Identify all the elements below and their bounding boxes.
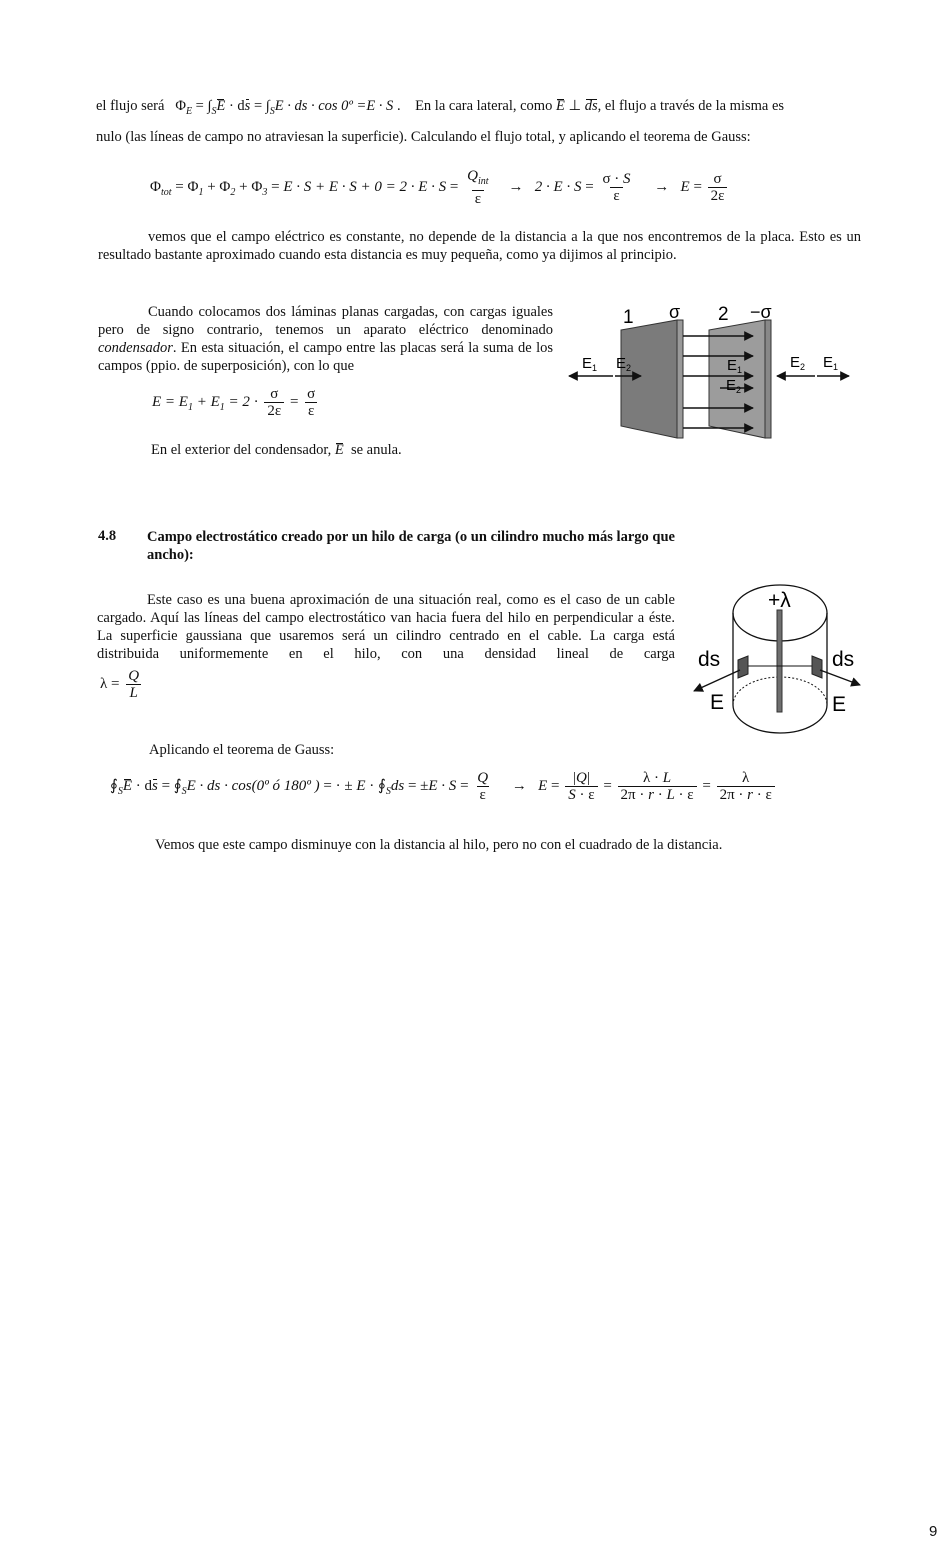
ds-label-left: ds <box>698 648 721 671</box>
plate-2 <box>709 320 765 438</box>
exterior-text-a: En el exterior del condensador, <box>151 442 332 458</box>
capacitor-field-equation: $E = E_1 + E_1 = 2$ · $\frac{\sigma}{2\varepsilon}$ = $\frac{\sigma}{\varepsilon}$ <box>152 386 320 419</box>
flux-intro-text: el flujo será <box>96 98 165 114</box>
label-e1-left: $E_1$ <box>582 355 598 373</box>
perp-text: , el flujo a través de la misma es <box>597 98 785 114</box>
plate-1 <box>621 320 677 438</box>
paragraph-3-text-a: Cuando colocamos dos láminas planas cargadas, con cargas iguales pero de signo contrario, tenemos un aparato eléctrico denominado <box>98 304 553 338</box>
flux-line: el flujo será $\Phi_E = \int_SE$ · ds = $\int_SE$ · ds · cos 0º =E · S . En la cara lateral, como E ⊥ ds, el flujo a través de la misma es <box>96 98 785 117</box>
paragraph-2: vemos que el campo eléctrico es constante, no depende de la distancia a la que nos encontremos de la placa. Esto es un resultado bastante aproximado cuando esta distancia es muy pequeña, como ya dijimos al principio. <box>98 229 861 263</box>
label-plate-1: 1 <box>623 307 634 328</box>
exterior-line: En el exterior del condensador, E se anula. <box>151 442 402 458</box>
capacitor-figure <box>565 300 855 445</box>
section-title: Campo electrostático creado por un hilo de carga (o un cilindro mucho más largo que ancho): <box>147 529 675 563</box>
plus-lambda-label: +λ <box>768 589 791 612</box>
paragraph-5: Aplicando el teorema de Gauss: <box>149 742 335 758</box>
label-e2-right: $E_2$ <box>790 354 806 372</box>
linear-density-equation: λ = $\frac{Q}{L}$ <box>100 668 140 701</box>
page-number: 9 <box>929 1523 938 1540</box>
ds-left <box>738 656 748 678</box>
label-sigma: σ <box>669 302 681 322</box>
charged-wire <box>777 610 782 712</box>
paragraph-4: Este caso es una buena aproximación de una situación real, como es el caso de un cable cargado. Aquí las líneas del campo electrostático van hacia fuera del hilo en perpendicular a éste. La superficie gaussiana que usaremos será un cilindro centrado en el cable. La carga está distribuida uniformemente en el hilo, con una densidad lineal de carga <box>97 592 675 662</box>
e-label-right: E <box>832 693 847 716</box>
paragraph-6: Vemos que este campo disminuye con la distancia al hilo, pero no con el cuadrado de la distancia. <box>155 837 723 853</box>
cylinder-figure <box>688 578 868 738</box>
total-flux-equation: $\Phi_{tot} = \Phi_1 + \Phi_2 + \Phi_3 = E \cdot S + E \cdot S + 0 = 2 \cdot E \cdot S$ = $\frac{Q_{int}}{\varepsilon}$ → 2 · E · S = $\frac{\sigma \cdot S}{\varepsilon}$ → E = $\frac{\sigma}{2\varepsilon}$ <box>150 168 729 207</box>
wire-gauss-equation: $∮_SE$ · ds = $∮_SE$ · ds · cos(0º ó 180º ) = · ± $E \cdot ∮_Sds = \pm E \cdot S$ = $\frac{Q}{\varepsilon}$ → E = $\frac{|Q|}{S \cdot \varepsilon}$ = $\frac{\lambda \cdot L}{2\pi \cdot r \cdot L \cdot \varepsilon}$ = $\frac{\lambda}{2\pi \cdot r \cdot \varepsilon}$ <box>110 770 777 803</box>
ds-label-right: ds <box>832 648 855 671</box>
condensador-term: condensador <box>98 340 173 356</box>
e-label-left: E <box>710 691 725 714</box>
label-e1-mid: $E_1$ <box>727 357 743 375</box>
label-plate-2: 2 <box>718 304 729 325</box>
paragraph-1-line-2: nulo (las líneas de campo no atraviesan la superficie). Calculando el flujo total, y aplicando el teorema de Gauss: <box>96 129 751 145</box>
paragraph-3 <box>98 303 553 375</box>
flux-equation: $\Phi_E = \int_SE$ · ds = $\int_SE$ · ds · cos 0º =E · S . <box>175 98 401 117</box>
lateral-face-text: En la cara lateral, como <box>415 98 553 114</box>
paragraph-3-text-b: . En esta situación, el campo entre las placas será la suma de los campos (ppio. de superposición), con lo que <box>98 340 553 374</box>
label-e1-right: $E_1$ <box>823 354 839 372</box>
exterior-text-b: se anula. <box>350 442 402 458</box>
ds-right <box>812 656 822 678</box>
label-neg-sigma: −σ <box>750 302 772 322</box>
section-number: 4.8 <box>98 528 117 544</box>
label-e2-mid: $E_2$ <box>726 377 742 395</box>
e-arrow-right <box>820 670 860 685</box>
label-e2-left: $E_2$ <box>616 355 632 373</box>
